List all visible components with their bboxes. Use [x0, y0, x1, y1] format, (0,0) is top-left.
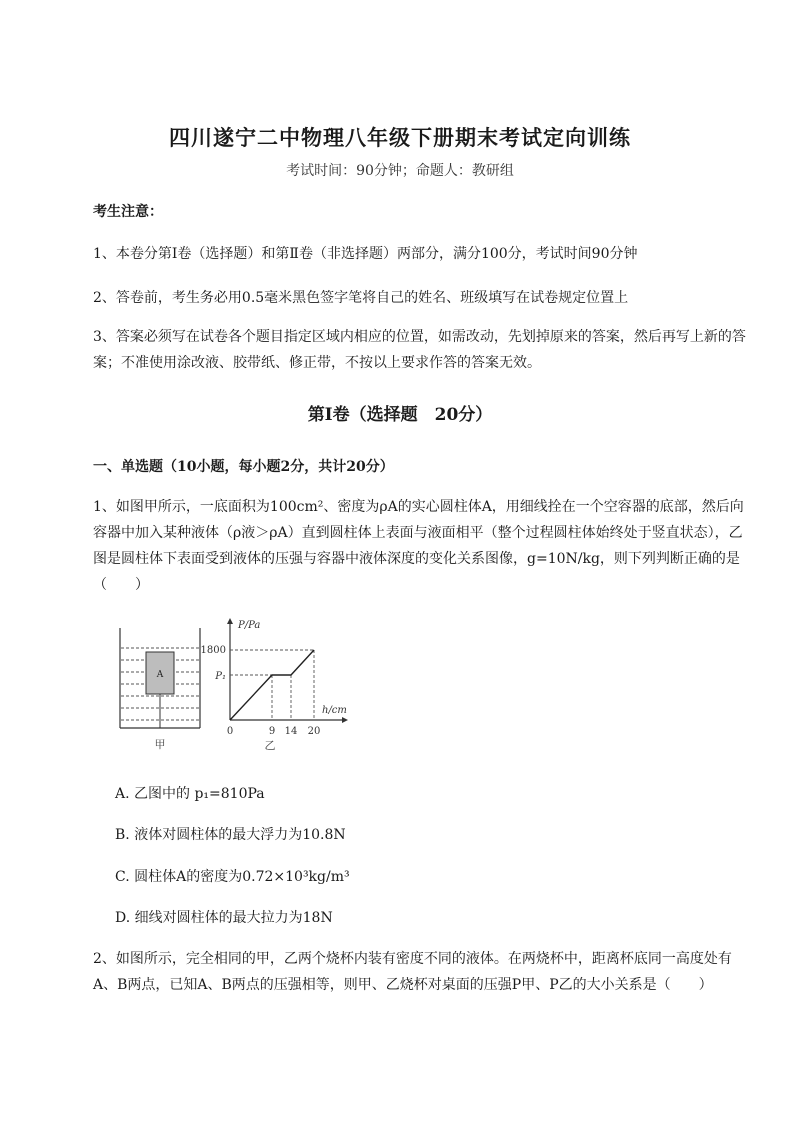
pressure-graph	[201, 618, 348, 752]
notice-item-2: 2、答卷前，考生务必用0.5毫米黑色签字笔将自己的姓名、班级填写在试卷规定位置上	[93, 290, 629, 306]
notice-item-1: 1、本卷分第I卷（选择题）和第Ⅱ卷（非选择题）两部分，满分100分，考试时间90分钟	[93, 246, 638, 262]
container-figure	[120, 628, 200, 751]
question-1-stem: 1、如图甲所示，一底面积为100cm²、密度为ρA的实心圆柱体A，用细线拴在一个空容器的底部，然后向容器中加入某种液体（ρ液＞ρA）直到圆柱体上表面与液面相平（整个过程圆柱体始终处于竖直状态），乙图是圆柱体下表面受到液体的压强与容器中液体深度的变化关系图像，g=10N/kg，则下列判断正确的是（ ）	[93, 499, 744, 593]
cylinder-label: A	[156, 670, 164, 680]
part-heading: 一、单选题（10小题，每小题2分，共计20分）	[93, 459, 394, 475]
x-tick-20: 20	[307, 726, 321, 737]
notice-heading: 考生注意：	[93, 204, 163, 220]
question-1-figure	[110, 610, 370, 755]
x-tick-0: 0	[226, 726, 234, 737]
y-axis-label: P/Pa	[238, 620, 261, 631]
section-title: 第I卷（选择题 20分）	[307, 405, 493, 425]
x-tick-9: 9	[268, 726, 276, 737]
page-title: 四川遂宁二中物理八年级下册期末考试定向训练	[169, 125, 631, 150]
option-c[interactable]: C. 圆柱体A的密度为0.72×10³kg/m³	[115, 869, 350, 885]
x-axis-label: h/cm	[322, 705, 347, 716]
question-2-stem: 2、如图所示，完全相同的甲，乙两个烧杯内装有密度不同的液体。在两烧杯中，距离杯底同一高度处有A、B两点，已知A、B两点的压强相等，则甲、乙烧杯对桌面的压强P甲、P乙的大小关系是（ ）	[93, 951, 732, 993]
exam-info: 考试时间：90分钟；命题人：教研组	[286, 163, 514, 179]
figure-label-yi: 乙	[264, 739, 276, 752]
figure-label-jia: 甲	[154, 738, 166, 751]
y-tick-p1: P₁	[215, 671, 226, 682]
x-tick-14: 14	[284, 726, 298, 737]
option-b[interactable]: B. 液体对圆柱体的最大浮力为10.8N	[115, 827, 346, 843]
notice-item-3: 3、答案必须写在试卷各个题目指定区域内相应的位置，如需改动，先划掉原来的答案，然后再写上新的答案；不准使用涂改液、胶带纸、修正带，不按以上要求作答的答案无效。	[93, 329, 746, 371]
option-a[interactable]: A. 乙图中的 p₁=810Pa	[115, 786, 265, 802]
option-d[interactable]: D. 细线对圆柱体的最大拉力为18N	[115, 910, 333, 926]
y-tick-1800: 1800	[200, 645, 226, 656]
